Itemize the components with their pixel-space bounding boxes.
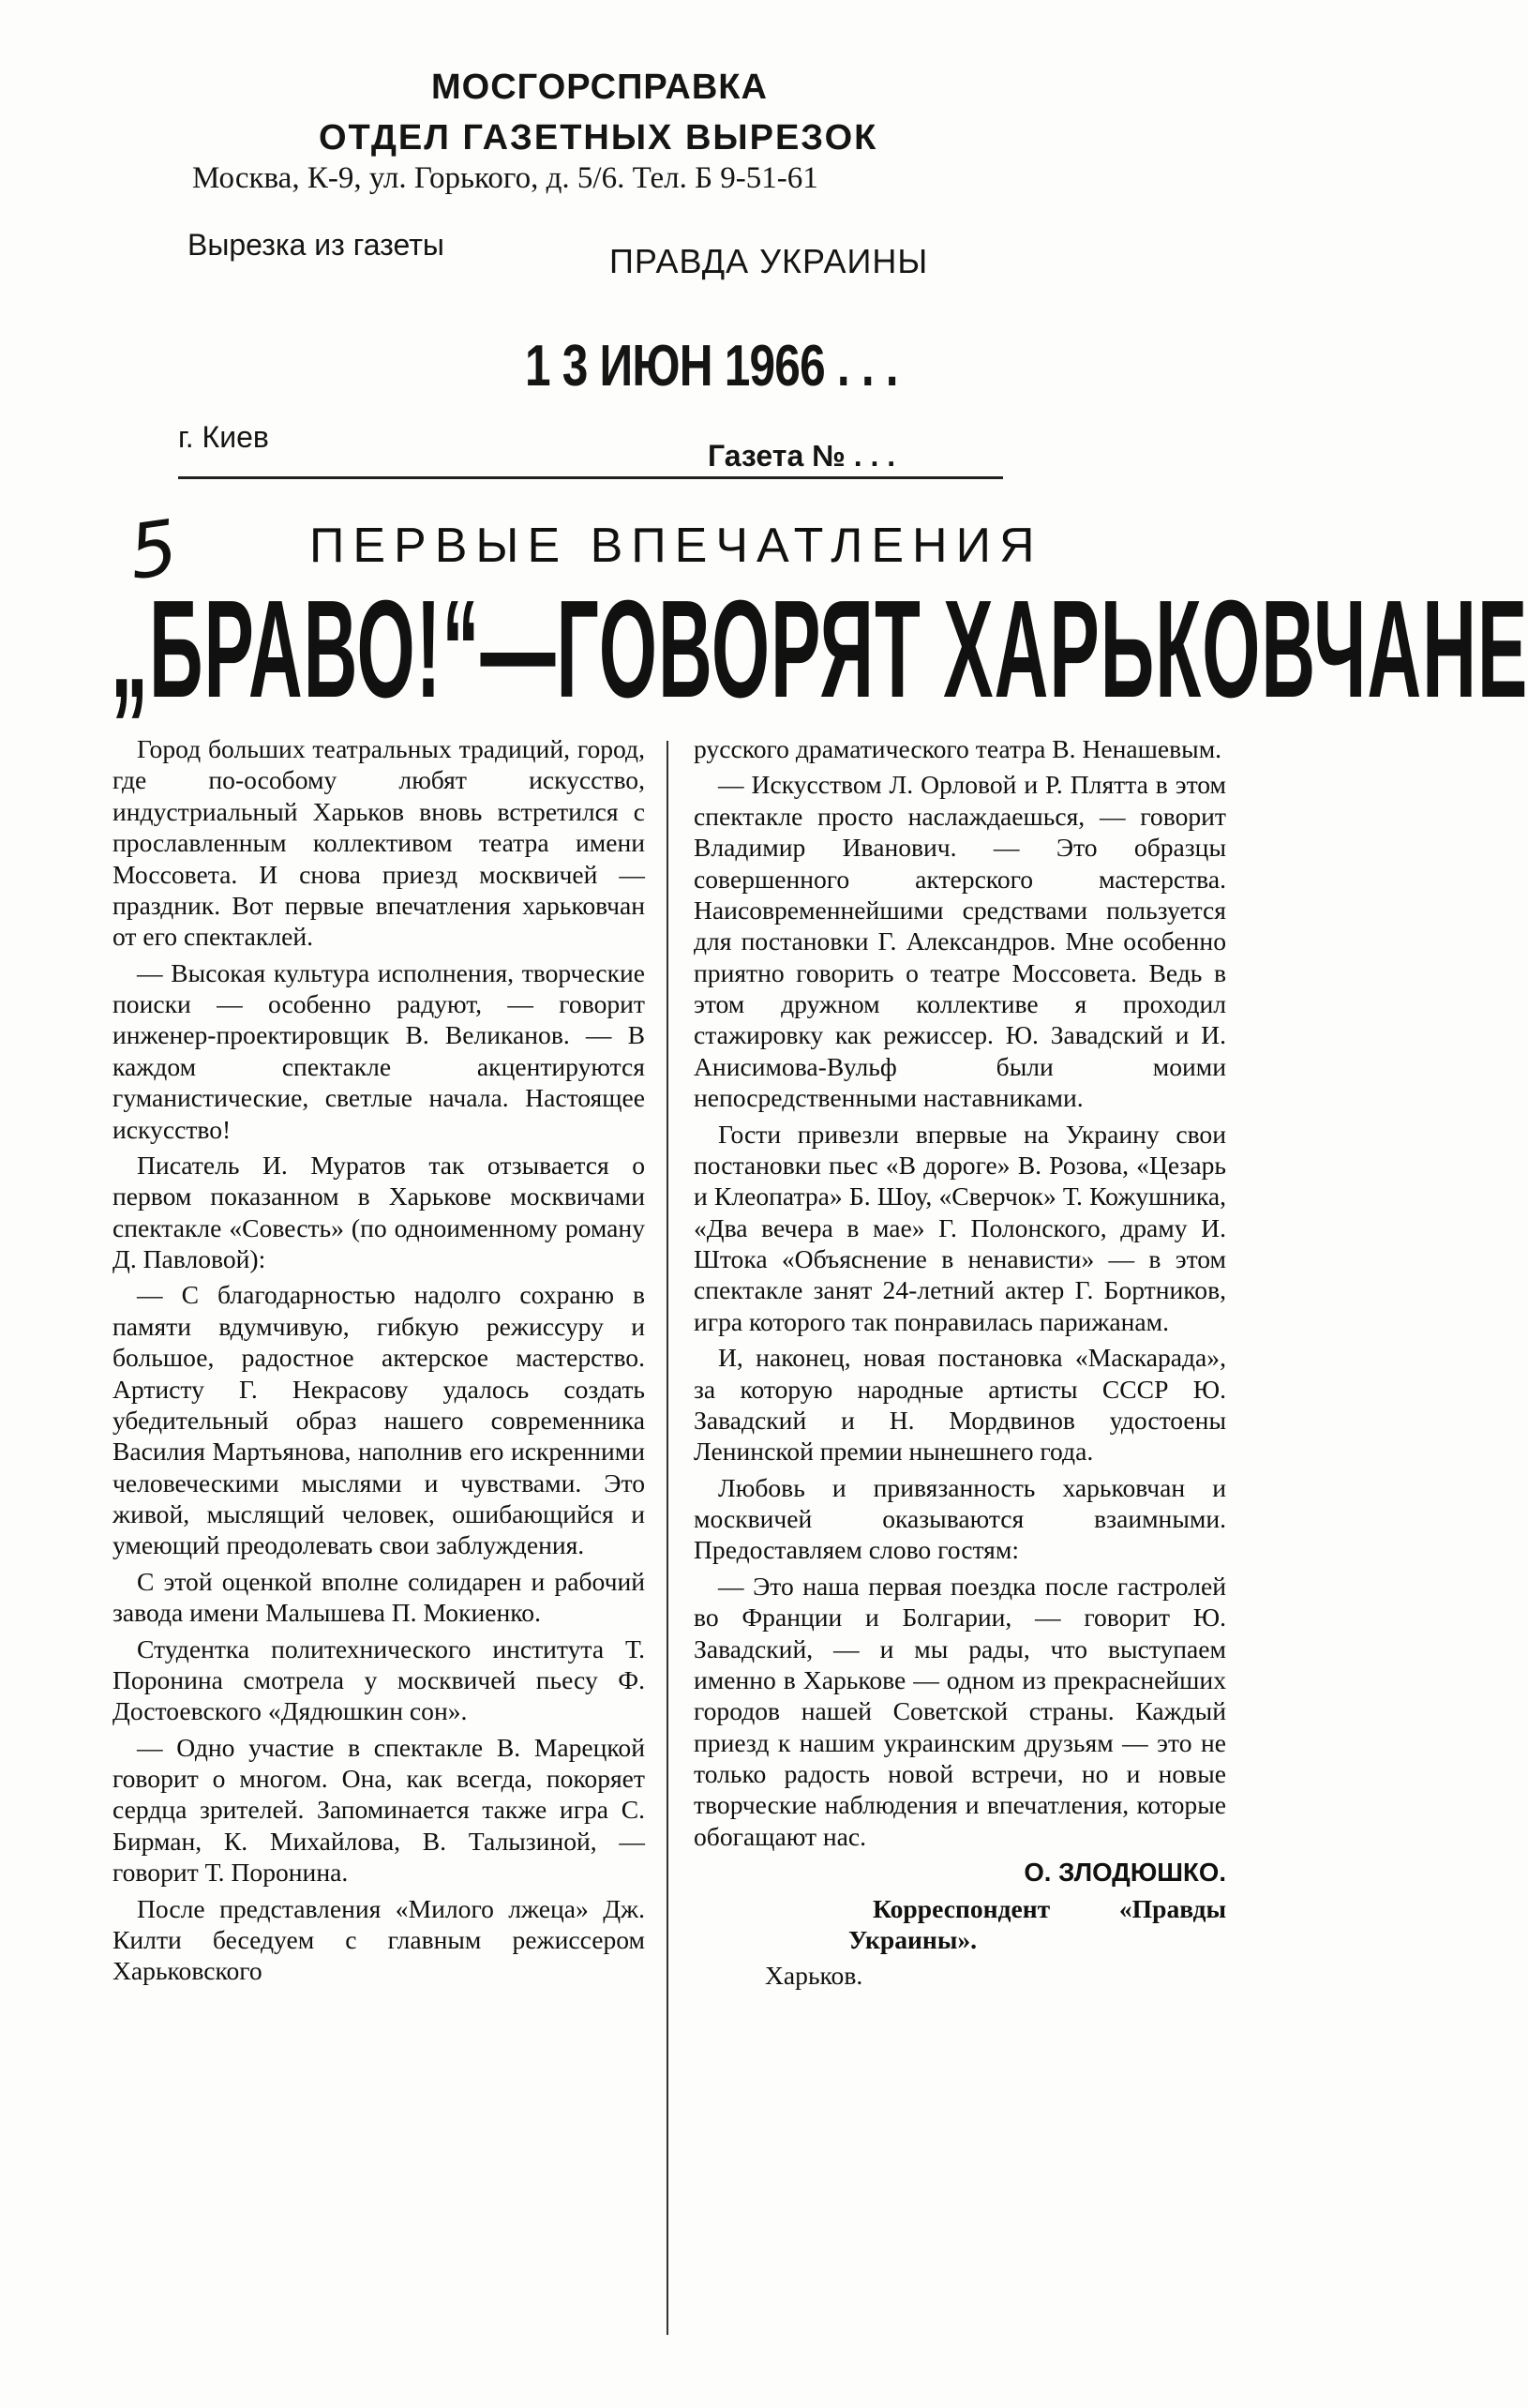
paragraph: — Высокая культура исполнения, творческие поиски — особенно радуют, — говорит инженер-проектировщик В. Великанов. — В каждом спектакле акцентируются гуманистические, светлые начала. Настоящее искусство! bbox=[112, 957, 645, 1144]
paragraph: русского драматического театра В. Ненашевым. bbox=[694, 734, 1222, 763]
paragraph: Город больших театральных традиций, город, где по-особому любят искусство, индустриальный Харьков вновь встретился с прославленным коллективом театра имени Моссовета. И снова приезд москвичей — праздник. Вот первые впечатления харьковчан от его спектаклей. bbox=[112, 734, 645, 952]
org-department: ОТДЕЛ ГАЗЕТНЫХ ВЫРЕЗОК bbox=[319, 118, 878, 158]
author-role: Корреспондент «Правды Украины». bbox=[848, 1893, 1226, 1954]
paragraph: Писатель И. Муратов так отзывается о первом показанном в Харькове москвичами спектакле «Совесть» (по одноименному роману Д. Павловой): bbox=[112, 1150, 645, 1273]
clip-label: Вырезка из газеты bbox=[187, 228, 444, 262]
article-column-left bbox=[112, 733, 645, 1992]
paragraph: Любовь и привязанность харьковчан и москвичей оказываются взаимными. Предоставляем слово гостям: bbox=[694, 1472, 1226, 1565]
paragraph: И, наконец, новая постановка «Маскарада», за которую народные артисты СССР Ю. Завадский и Н. Мордвинов удостоены Ленинской премии нынешнего года. bbox=[694, 1343, 1226, 1467]
headline-kicker: ПЕРВЫЕ ВПЕЧАТЛЕНИЯ bbox=[309, 519, 1043, 573]
clip-date-stamp: 1 3 ИЮН 1966 . . . bbox=[525, 334, 898, 399]
paragraph: — Искусством Л. Орловой и Р. Плятта в этом спектакле просто наслаждаешься, — говорит Владимир Иванович. — Это образцы совершенного актерского мастерства. Наисовременнейшими средствами пользуется для постановки Г. Александров. Мне особенно приятно говорить о театре Моссовета. Ведь в этом дружном коллективе я проходил стажировку как режиссер. Ю. Завадский и И. Анисимова-Вульф были моими непосредственными наставниками. bbox=[694, 770, 1226, 1113]
paragraph: Студентка политехнического института Т. Поронина смотрела у москвичей пьесу Ф. Достоевского «Дядюшкин сон». bbox=[112, 1633, 645, 1726]
article-column-right bbox=[694, 733, 1226, 1996]
org-name: МОСГОРСПРАВКА bbox=[431, 68, 768, 107]
issue-number-label: Газета № . . . bbox=[708, 439, 896, 473]
paragraph: Гости привезли впервые на Украину свои постановки пьес «В дороге» В. Розова, «Цезарь и Клеопатра» Б. Шоу, «Сверчок» Т. Кожушника, «Два вечера в мае» Г. Полонского, драму И. Штока «Объяснение в ненависти» — в этом спектакле занят 24-летний актер Г. Бортников, игра которого так понравилась парижанам. bbox=[694, 1119, 1226, 1336]
paragraph: — С благодарностью надолго сохраню в памяти вдумчивую, гибкую режиссуру и большое, радостное актерское мастерство. Артисту Г. Некрасову удалось создать убедительный образ нашего современника Василия Мартьянова, наполнив его искренними человеческими мыслями и чувствами. Это живой, мыслящий человек, ошибающийся и умеющий преодолевать свои заблуждения. bbox=[112, 1280, 645, 1560]
author-name: О. ЗЛОДЮШКО. bbox=[1024, 1858, 1226, 1888]
header-rule bbox=[178, 476, 1003, 479]
headline-title: „БРАВО!“—ГОВОРЯТ ХАРЬКОВЧАНЕ bbox=[111, 572, 1528, 727]
paragraph: С этой оценкой вполне солидарен и рабочий завода имени Малышева П. Мокиенко. bbox=[112, 1566, 645, 1628]
dateline-city: Харьков. bbox=[765, 1961, 863, 1991]
handwritten-marker: 5 bbox=[123, 503, 184, 597]
newspaper-name: ПРАВДА УКРАИНЫ bbox=[609, 242, 929, 280]
column-divider bbox=[667, 741, 668, 2335]
org-address: Москва, К-9, ул. Горького, д. 5/6. Тел. Б 9-51-61 bbox=[192, 161, 818, 195]
paragraph: После представления «Милого лжеца» Дж. Килти беседуем с главным режиссером Харьковского bbox=[112, 1893, 645, 1986]
clip-city: г. Киев bbox=[178, 420, 269, 454]
paragraph: — Одно участие в спектакле В. Марецкой говорит о многом. Она, как всегда, покоряет сердца зрителей. Запоминается также игра С. Бирман, К. Михайлова, В. Талызиной, — говорит Т. Поронина. bbox=[112, 1732, 645, 1888]
paragraph: — Это наша первая поездка после гастролей во Франции и Болгарии, — говорит Ю. Завадский, — и мы рады, что выступаем именно в Харькове — одном из прекраснейших городов нашей Советской страны. Каждый приезд к нашим украинским друзьям — это не только радость новой встречи, но и новые творческие наблюдения и впечатления, которые обогащают нас. bbox=[694, 1571, 1226, 1851]
